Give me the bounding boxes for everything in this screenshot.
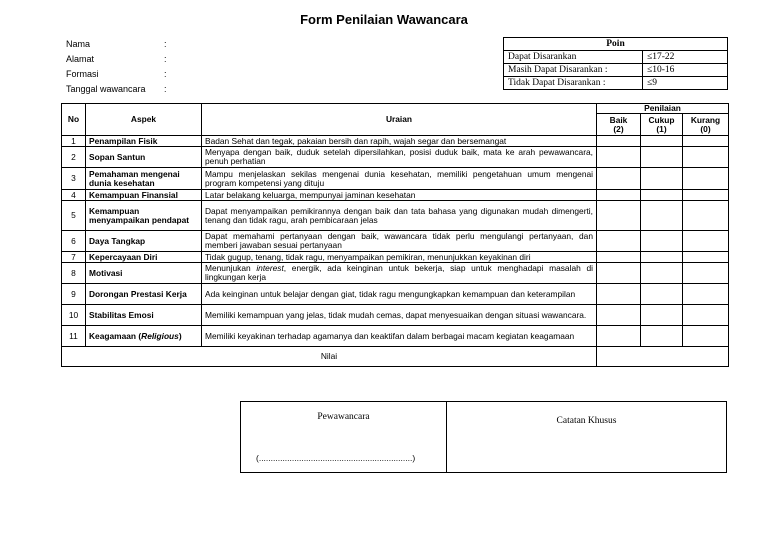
row-aspek: Motivasi (86, 263, 202, 284)
score-baik-cell[interactable] (597, 252, 641, 263)
row-no: 8 (62, 263, 86, 284)
row-aspek: Dorongan Prestasi Kerja (86, 284, 202, 305)
identity-fields (66, 39, 167, 99)
nilai-row (62, 347, 729, 367)
score-kurang-cell[interactable] (683, 168, 729, 190)
row-no: 7 (62, 252, 86, 263)
header-cukup (641, 114, 683, 136)
header-kurang-score: (0) (700, 123, 711, 134)
score-kurang-cell[interactable] (683, 190, 729, 201)
row-no: 5 (62, 201, 86, 231)
header-baik (597, 114, 641, 136)
score-cukup-cell[interactable] (641, 168, 683, 190)
signature-box (240, 401, 727, 473)
catatan-khusus-label: Catatan Khusus (556, 416, 617, 426)
table-row (62, 147, 729, 168)
score-kurang-cell[interactable] (683, 136, 729, 147)
uraian-italic: interest (256, 263, 284, 273)
field-label: Nama (66, 39, 91, 49)
pewawancara-section (241, 402, 447, 472)
header-baik-label: Baik (609, 114, 628, 125)
row-aspek (86, 326, 202, 347)
field-colon: : (164, 84, 167, 94)
score-cukup-cell[interactable] (641, 190, 683, 201)
score-kurang-cell[interactable] (683, 147, 729, 168)
poin-label: Dapat Disarankan (504, 51, 643, 64)
nilai-total-cell[interactable] (597, 347, 729, 367)
score-cukup-cell[interactable] (641, 252, 683, 263)
score-kurang-cell[interactable] (683, 231, 729, 252)
table-row (62, 231, 729, 252)
field-colon: : (164, 39, 167, 49)
row-aspek: Sopan Santun (86, 147, 202, 168)
row-uraian: Latar belakang keluarga, mempunyai jaminan kesehatan (202, 190, 597, 201)
row-no: 9 (62, 284, 86, 305)
poin-label: Tidak Dapat Disarankan : (504, 77, 643, 90)
row-uraian: Badan Sehat dan tegak, pakaian bersih dan rapih, wajah segar dan bersemangat (202, 136, 597, 147)
poin-value: ≤9 (643, 77, 728, 90)
score-baik-cell[interactable] (597, 231, 641, 252)
uraian-text: Menunjukan (205, 263, 257, 273)
score-cukup-cell[interactable] (641, 263, 683, 284)
nilai-label: Nilai (62, 347, 597, 367)
pewawancara-label: Pewawancara (317, 412, 370, 422)
field-colon: : (164, 69, 167, 79)
row-aspek: Kemampuan Finansial (86, 190, 202, 201)
row-uraian (202, 263, 597, 284)
table-row (62, 305, 729, 326)
header-kurang (683, 114, 729, 136)
row-uraian: Dapat menyampaikan pemikirannya dengan baik dan tata bahasa yang digunakan mudah dimengerti, tenang dan tidak ragu, arah pembicaraan jelas (202, 201, 597, 231)
header-aspek: Aspek (86, 104, 202, 136)
row-uraian: Memiliki kemampuan yang jelas, tidak mudah cemas, dapat menyesuaikan dengan situasi wawancara. (202, 305, 597, 326)
poin-value: ≤17-22 (643, 51, 728, 64)
score-cukup-cell[interactable] (641, 147, 683, 168)
table-row (62, 168, 729, 190)
row-uraian: Tidak gugup, tenang, tidak ragu, menyampaikan pemikiran, menunjukkan keyakinan diri (202, 252, 597, 263)
poin-row (504, 51, 728, 64)
table-row (62, 136, 729, 147)
field-colon: : (164, 54, 167, 64)
field-nama (66, 39, 167, 54)
header-kurang-label: Kurang (690, 114, 721, 125)
field-label: Alamat (66, 54, 95, 64)
signature-line[interactable]: (.................................................................) (256, 453, 416, 463)
aspek-text: Keagamaan ( (89, 330, 142, 341)
poin-table (503, 37, 728, 90)
score-baik-cell[interactable] (597, 190, 641, 201)
poin-value: ≤10-16 (643, 64, 728, 77)
score-kurang-cell[interactable] (683, 201, 729, 231)
row-aspek: Pemahaman mengenai dunia kesehatan (86, 168, 202, 190)
field-label: Tanggal wawancara (66, 84, 146, 94)
aspek-text: ) (178, 330, 182, 341)
row-uraian: Memiliki keyakinan terhadap agamanya dan keaktifan dalam berbagai macam kegiatan keagamaan (202, 326, 597, 347)
score-cukup-cell[interactable] (641, 231, 683, 252)
score-baik-cell[interactable] (597, 284, 641, 305)
poin-label: Masih Dapat Disarankan : (504, 64, 643, 77)
row-uraian: Dapat memahami pertanyaan dengan baik, wawancara tidak perlu mengulangi pertanyaan, dan memberi jawaban sesuai pertanyaan (202, 231, 597, 252)
score-baik-cell[interactable] (597, 305, 641, 326)
field-label: Formasi (66, 69, 99, 79)
header-cukup-label: Cukup (648, 114, 675, 125)
score-cukup-cell[interactable] (641, 326, 683, 347)
score-kurang-cell[interactable] (683, 305, 729, 326)
header-penilaian: Penilaian (597, 104, 729, 114)
score-kurang-cell[interactable] (683, 284, 729, 305)
score-cukup-cell[interactable] (641, 136, 683, 147)
table-row (62, 326, 729, 347)
aspek-italic: Religious (141, 330, 179, 341)
table-row (62, 201, 729, 231)
field-tanggal (66, 84, 167, 99)
header-baik-score: (2) (613, 123, 624, 134)
table-row (62, 284, 729, 305)
row-no: 4 (62, 190, 86, 201)
row-uraian: Mampu menjelaskan sekilas mengenai dunia kesehatan, memiliki pengetahuan umum mengenai program kompetensi yang dituju (202, 168, 597, 190)
poin-row (504, 64, 728, 77)
score-baik-cell[interactable] (597, 168, 641, 190)
poin-header: Poin (504, 38, 728, 51)
field-alamat (66, 54, 167, 69)
row-aspek: Daya Tangkap (86, 231, 202, 252)
score-cukup-cell[interactable] (641, 305, 683, 326)
row-no: 11 (62, 326, 86, 347)
uraian-text: , energik, ada keinginan untuk bekerja, siap untuk menghadapi masalah di lingkungan kerja (205, 263, 593, 283)
row-aspek: Penampilan Fisik (86, 136, 202, 147)
score-kurang-cell[interactable] (683, 252, 729, 263)
row-no: 1 (62, 136, 86, 147)
score-baik-cell[interactable] (597, 136, 641, 147)
row-no: 3 (62, 168, 86, 190)
assessment-table (61, 103, 729, 367)
header-cukup-score: (1) (656, 123, 667, 134)
table-row (62, 252, 729, 263)
row-uraian: Ada keinginan untuk belajar dengan giat, tidak ragu mengungkapkan kemampuan dan keterampilan (202, 284, 597, 305)
table-row (62, 190, 729, 201)
row-no: 10 (62, 305, 86, 326)
score-kurang-cell[interactable] (683, 326, 729, 347)
row-aspek: Kemampuan menyampaikan pendapat (86, 201, 202, 231)
row-uraian: Menyapa dengan baik, duduk setelah dipersilahkan, posisi duduk baik, mata ke arah pewawancara, penuh perhatian (202, 147, 597, 168)
row-aspek: Stabilitas Emosi (86, 305, 202, 326)
score-baik-cell[interactable] (597, 263, 641, 284)
header-uraian: Uraian (202, 104, 597, 136)
poin-row (504, 77, 728, 90)
score-baik-cell[interactable] (597, 147, 641, 168)
row-no: 6 (62, 231, 86, 252)
score-cukup-cell[interactable] (641, 284, 683, 305)
row-no: 2 (62, 147, 86, 168)
score-baik-cell[interactable] (597, 201, 641, 231)
score-cukup-cell[interactable] (641, 201, 683, 231)
row-aspek: Kepercayaan Diri (86, 252, 202, 263)
form-title: Form Penilaian Wawancara (300, 12, 468, 27)
field-formasi (66, 69, 167, 84)
header-no: No (62, 104, 86, 136)
score-baik-cell[interactable] (597, 326, 641, 347)
score-kurang-cell[interactable] (683, 263, 729, 284)
table-row (62, 263, 729, 284)
